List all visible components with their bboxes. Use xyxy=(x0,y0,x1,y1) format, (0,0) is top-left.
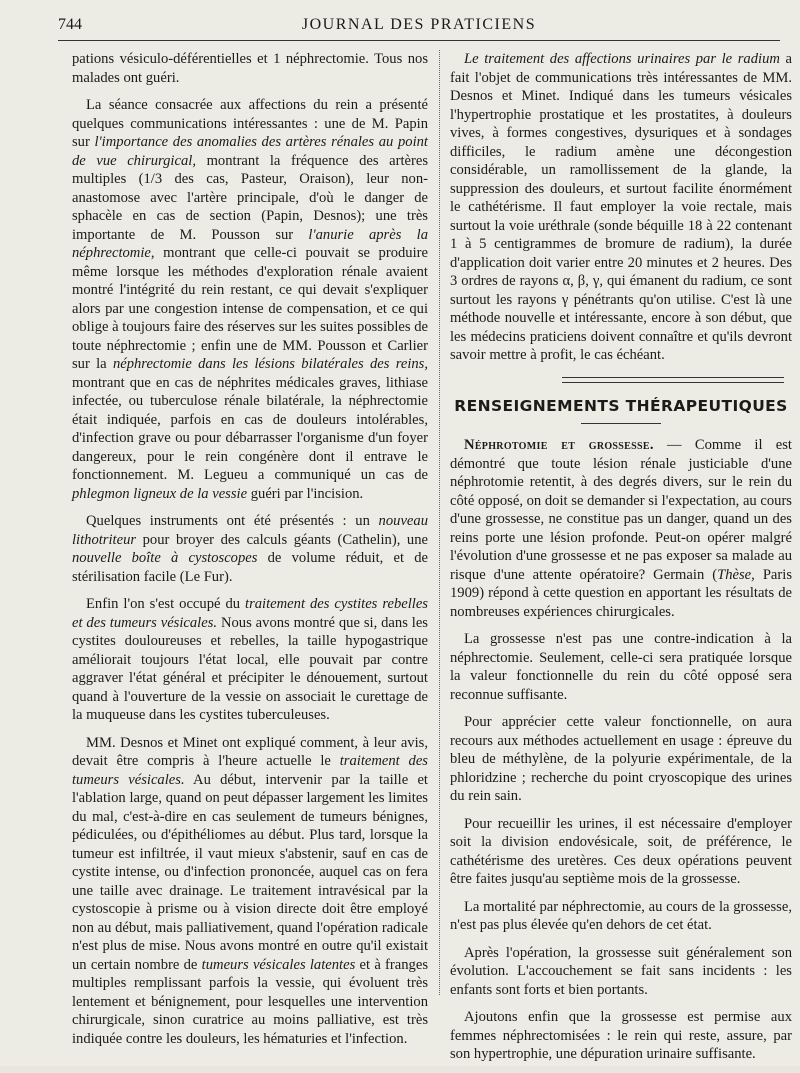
paragraph: pations vésiculo-déférentielles et 1 néphrectomie. Tous nos malades ont guéri. xyxy=(72,51,428,86)
paragraph xyxy=(72,734,428,1049)
header-rule xyxy=(58,40,780,41)
paragraph: Pour apprécier cette valeur fonctionnelle, on aura recours aux méthodes actuellement en usage : épreuve du bleu de méthylène, de la polyurie expérimentale, de la phloridzine ; recherche du point cryoscopique des urines du rein sain. xyxy=(450,714,792,804)
italic-run: Le traitement des affections urinaires par le radium xyxy=(464,51,780,67)
italic-run: phlegmon ligneux de la vessie xyxy=(72,485,248,502)
text-run: Paris 1909) répond à cette question en apportant les résultats de nombreuses expériences chirurgicales. xyxy=(450,566,792,620)
section-title: RENSEIGNEMENTS THÉRAPEUTIQUES xyxy=(454,396,788,415)
column-divider xyxy=(439,50,440,995)
italic-run: nouvelle boîte à cystoscopes xyxy=(72,550,258,566)
italic-run: l'importance des anomalies des artères rénales au point de vue chirurgical, xyxy=(72,134,428,169)
text-run: — Comme il est démontré que toute lésion rénale justiciable d'une néphrotomie retentit, à des degrés divers, sur le rein du côté opposé, on doit se demander si l'expectation, au cours d'une grossesse, ne constitue pas un danger, quand un des reins porte une lésion profonde. Peut-on opérer malgré l'évolution d'une grossesse et ne pas exposer sa malade au risque d'une attente opératoire? Germain ( xyxy=(450,437,792,583)
italic-run: nouveau lithotriteur xyxy=(72,513,428,548)
paragraph: La mortalité par néphrectomie, au cours de la grossesse, n'est pas plus élevée qu'en dehors de cet état. xyxy=(450,898,792,933)
text-run: montrant la fréquence des artères multiples (1/3 des cas, Pasteur, Oraison), leur non-anastomose avec l'artère principale, d'où le danger de sphacèle en cas de section (Papin, Desnos); une très importante de M. Pousson sur xyxy=(72,152,428,243)
italic-run: tumeurs vésicales latentes xyxy=(201,956,356,973)
text-run: MM. Desnos et Minet ont expliqué comment, à leur avis, devait être compris à l'heure actuelle le xyxy=(72,734,428,769)
page-header xyxy=(58,14,780,40)
paragraph: Pour recueillir les urines, il est nécessaire d'employer soit la division endovésicale, soit, de préférence, le cathétérisme des uretères. Ces deux opérations peuvent être faites jusqu'au septième mois de la grossesse. xyxy=(450,815,792,887)
text-run: montrant que en cas de néphrites médicales graves, lithiase infectée, ou tuberculose rénale bilatérale, la néphrectomie était indiquée, parfois en cas de douleurs intolérables, d'infection grave ou pour débarrasser l'organisme d'un foyer dangereux, pour le rein congénère dont il entrave le fonctionnement. M. Legueu a communiqué un cas de xyxy=(72,374,428,483)
paragraph: Après l'opération, la grossesse suit généralement son évolution. L'accouchement se fait sans incidents : les enfants sont forts et bien portants. xyxy=(450,944,792,998)
paragraph: Ajoutons enfin que la grossesse est permise aux femmes néphrectomisées : le rein qui reste, assure, par son hypertrophie, une dépuration urinaire suffisante. xyxy=(450,1009,792,1062)
paragraph: La grossesse n'est pas une contre-indication à la néphrectomie. Seulement, celle-ci sera pratiquée lorsque la valeur fonctionnelle du rein du côté opposé sera reconnue suffisante. xyxy=(450,631,792,703)
italic-run: néphrectomie dans les lésions bilatérales des reins, xyxy=(112,356,428,372)
title-rule xyxy=(581,423,661,424)
left-column xyxy=(72,50,428,1057)
journal-title: JOURNAL DES PRATICIENS xyxy=(301,16,537,33)
text-run: Nous avons montré que si, dans les cystites douloureuses et rebelles, la taille hypogastrique améliorait toujours l'état local, elle pouvait par contre aggraver l'état général et précipiter le dénouement, surtout quand à l'ouverture de la vessie on associait le curettage de la muqueuse dans les cystites tuberculeuses. xyxy=(72,614,428,723)
paragraph xyxy=(72,96,428,503)
paragraph xyxy=(450,50,792,365)
section-rule xyxy=(562,377,784,383)
right-column xyxy=(450,50,792,1073)
text-run: et à franges multiples remplissant parfois la vessie, qui évoluent très lentement et bénignement, pour lesquelles une intervention chirurgicale, sinon curatrice au moins palliative, est très indiquée contre les douleurs, les hématuries et l'infection. xyxy=(72,956,429,1047)
text-run: La séance consacrée aux affections du rein a présenté quelques communications intéressantes : une de M. Papin sur xyxy=(72,97,428,150)
italic-run: traitement des tumeurs vésicales. xyxy=(72,753,428,788)
text-run: Enfin l'on s'est occupé du xyxy=(86,596,246,612)
text-run: Quelques instruments ont été présentés : un xyxy=(86,513,379,529)
text-run: guéri par l'incision. xyxy=(247,485,364,502)
text-run: de volume réduit, et de stérilisation facile (Le Fur). xyxy=(72,550,428,585)
text-run: montrant que celle-ci pouvait se produire même lorsque les méthodes d'exploration rénale avaient montré l'intégrité du rein restant, ce qui devait s'expliquer alors par une congestion intense de compensation, et ce qui oblige à toujours faire des réserves sur les suites possibles de toute néphrectomie ; enfin une de MM. Pousson et Carlier sur la xyxy=(72,245,428,372)
text-run: Au début, intervenir par la taille et l'ablation large, quand on peut dépasser largement les limites du mal, c'est-à-dire en cas seulement de tumeurs bénignes, pédiculées, ou d'épithéliomes au début. Plus tard, lorsque la tumeur est infiltrée, il vaut mieux s'abstenir, sauf en cas de cystite intense, ou d'infection prononcée, auquel cas on fera une taille avec drainage. Le traitement intravésical par la cystoscopie à prisme ou à vision directe doit être employé non au début, mais palliativement, quand l'opération radicale n'est plus de mise. Nous avons montré en outre qu'il existait un certain nombre de xyxy=(72,771,428,973)
paragraph xyxy=(72,512,428,586)
paragraph xyxy=(450,436,792,621)
page-number: 744 xyxy=(58,16,82,33)
text-run: a fait l'objet de communications très intéressantes de MM. Desnos et Minet. Indiqué dans les tumeurs vésicales l'hypertrophie prostatique et les prostatites, à douleurs vives, à formes congestives, dysuriques et à sondages difficiles, le radium amène une décongestion considérable, un ramollissement de la glande, la suppression des douleurs, et surtout facilite énormément le cathétérisme. Il faut employer la voie rectale, mais surtout la voie uréthrale (sonde béquille 18 à 22 contenant 1 à 5 centigrammes de bromure de radium), la durée d'application doit varier entre 20 minutes et 2 heures. Des 3 ordres de rayons α, β, γ, qui émanent du radium, ce sont surtout les rayons γ pénétrants qu'on utilise. C'est là une méthode nouvelle et intéressante, encore à son début, que les médecins praticiens doivent connaître et qu'ils devront savoir mettre à profit, le cas échéant. xyxy=(450,51,792,363)
text-run: pour broyer des calculs géants (Cathelin), une xyxy=(136,531,428,548)
paragraph xyxy=(72,595,428,725)
run-in-heading: Néphrotomie et grossesse. xyxy=(464,437,654,453)
italic-run: traitement des cystites rebelles et des tumeurs vésicales. xyxy=(72,596,428,631)
italic-run: l'anurie après la néphrectomie, xyxy=(72,226,428,261)
italic-run: Thèse, xyxy=(717,566,755,583)
